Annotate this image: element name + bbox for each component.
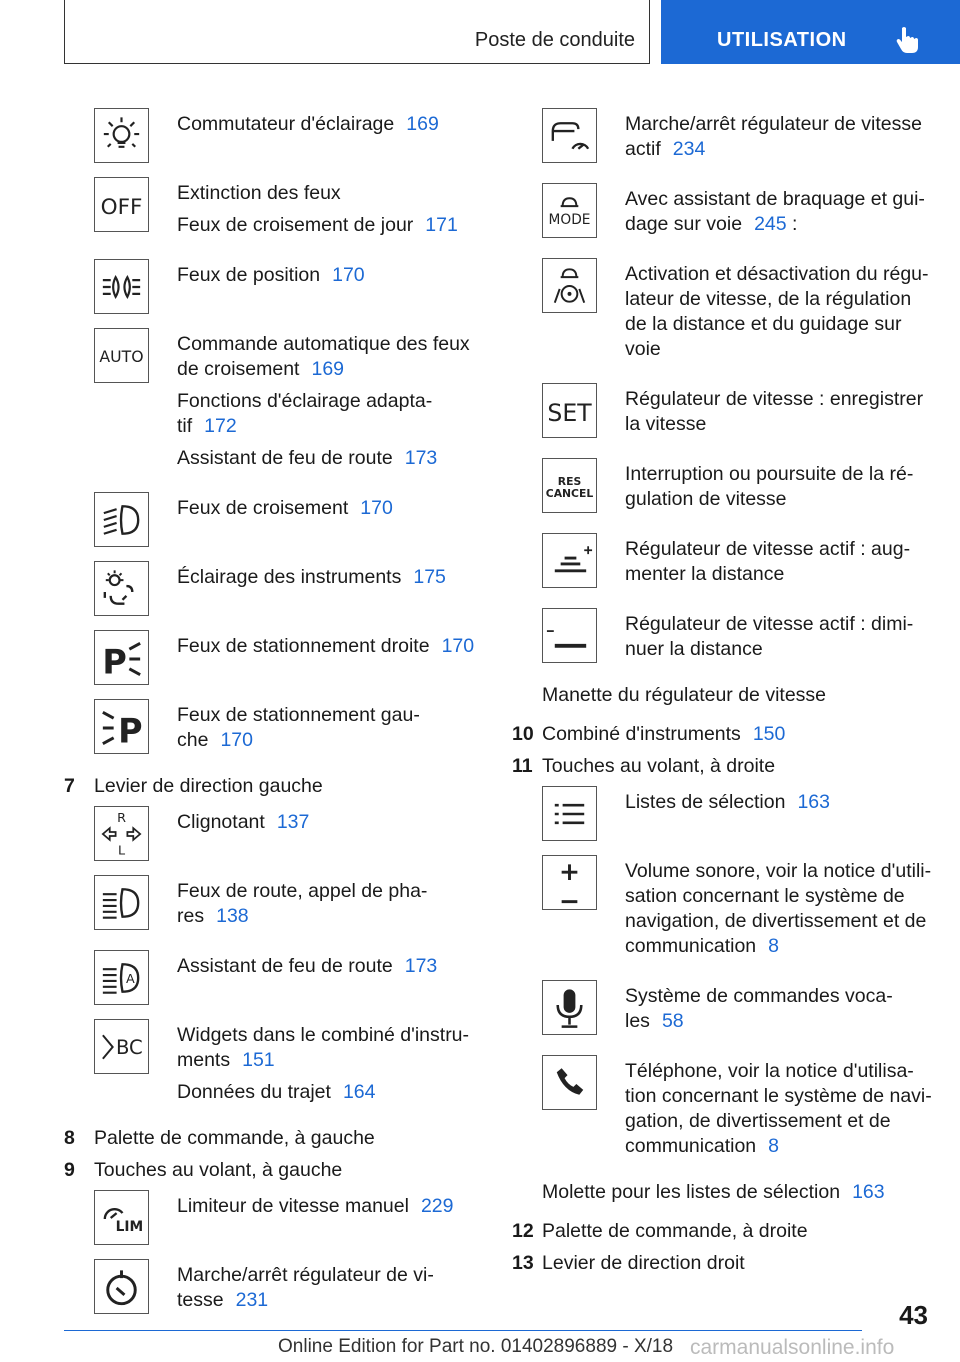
line-suffix: : [786,213,798,235]
page-ref-link[interactable]: 151 [242,1049,275,1071]
svg-text:P: P [102,642,127,682]
row-line [177,1194,484,1219]
distance-plus-icon [542,533,597,588]
icon-row [512,258,932,369]
row-line [177,810,484,835]
row-texts [177,259,484,314]
phone-icon [542,1055,597,1110]
svg-text:CANCEL: CANCEL [545,486,594,500]
page-ref-link[interactable]: 170 [360,497,393,519]
row-texts [177,492,484,547]
icon-row [64,177,484,245]
item-label-text: Palette de commande, à gauche [94,1127,375,1149]
volume-icon [542,855,597,910]
instrument-lighting-icon [94,561,149,616]
row-line [177,703,484,753]
page-ref-link[interactable]: 175 [413,566,446,588]
row-line [625,790,932,815]
row-line-text: Widgets dans le combiné d'instru-ments [177,1024,470,1071]
low-beam-icon [94,492,149,547]
row-line-text: Assistant de feu de route [177,955,393,977]
row-line [177,332,484,382]
row-line-text: Système de commandes voca-les [625,985,893,1032]
wheel-text-label: Molette pour les listes de sélection [542,1181,841,1203]
row-texts [625,383,932,444]
row-texts [625,183,932,244]
row-texts [177,177,484,245]
item-label [542,1219,808,1244]
page-ref-link[interactable]: 245 [754,213,787,235]
hand-pointer-icon [895,26,921,54]
row-line-text: Feux de stationnement droite [177,635,430,657]
row-texts [625,108,932,169]
svg-text:RES: RES [557,474,582,488]
row-line [177,389,484,439]
icon-row [64,630,484,685]
icon-row [512,533,932,594]
footer-rule [64,1330,862,1331]
row-texts [625,258,932,369]
page-ref-link[interactable]: 229 [420,1195,454,1217]
numbered-item [512,722,932,747]
page-ref-link[interactable]: 170 [220,729,253,751]
row-texts [625,608,932,669]
item-label [542,1251,745,1276]
item-number: 7 [64,775,75,797]
row-line-text: Volume sonore, voir la notice d'utili-sation concernant le système de navigation, de divertissement et de communication [625,860,932,957]
icon-row [64,1190,484,1245]
watermark: carmanualsonline.info [690,1336,895,1359]
page-ref-link[interactable]: 171 [425,214,458,236]
page-ref-link[interactable]: 234 [672,138,706,160]
page-ref-link[interactable]: 8 [768,1135,779,1157]
distance-minus-icon [542,608,597,663]
row-line [625,262,932,362]
row-line-text: Interruption ou poursuite de la ré-gulation de vitesse [625,463,914,510]
row-texts [177,1019,484,1112]
section-title: UTILISATION [717,29,847,51]
row-line-text: Feux de position [177,264,321,286]
row-texts [177,328,484,478]
row-line-text: Données du trajet [177,1081,331,1103]
row-texts [625,855,932,966]
page-ref-link[interactable]: 163 [852,1181,885,1203]
lever-text: Manette du régulateur de vitesse [542,684,827,706]
item-number: 13 [512,1252,534,1274]
item-label-text: Touches au volant, à gauche [94,1159,343,1181]
icon-row [64,259,484,314]
icon-row [512,458,932,519]
row-line [625,859,932,959]
item-label-text: Combiné d'instruments [542,723,741,745]
icon-row [64,875,484,936]
row-line [177,181,484,206]
row-line [177,565,484,590]
row-line-text: Fonctions d'éclairage adapta-tif [177,390,433,437]
chapter-title: Poste de conduite [474,29,635,51]
row-texts [177,699,484,760]
page-ref-link[interactable]: 172 [204,415,237,437]
item-label [94,1158,342,1183]
icon-row [512,183,932,244]
row-texts [625,458,932,519]
item-number: 8 [64,1127,75,1149]
row-line [177,263,484,288]
row-line-text: Extinction des feux [177,182,341,204]
item-label [542,722,785,747]
row-line [177,496,484,521]
row-line-text: Feux de route, appel de pha-res [177,880,428,927]
page-ref-link[interactable]: 138 [216,905,249,927]
row-line [625,112,932,162]
footer-text: Online Edition for Part no. 01402896889 - X/18 [278,1336,674,1357]
row-texts [625,786,932,841]
icon-row [512,786,932,841]
chapter-tab [64,0,650,64]
bc-icon [94,1019,149,1074]
row-line [625,387,932,437]
row-line-text: Avec assistant de braquage et gui-dage sur voie [625,188,925,235]
auto-icon [94,328,149,383]
icon-row [64,328,484,478]
row-line [177,954,484,979]
row-line [177,634,484,659]
page-ref-link[interactable]: 173 [404,447,438,469]
row-line [177,446,484,471]
svg-text:A: A [125,971,135,987]
svg-text:R: R [117,810,126,826]
cruise-onoff-icon [94,1259,149,1314]
microphone-icon [542,980,597,1035]
page-number: 43 [899,1300,928,1330]
svg-text:OFF: OFF [100,194,143,220]
row-line [625,187,932,237]
row-line-text: Commutateur d'éclairage [177,113,395,135]
list-icon [542,786,597,841]
row-line [625,462,932,512]
icon-row [512,383,932,444]
svg-text:L: L [117,843,126,859]
icon-row [64,806,484,861]
icon-row [64,1259,484,1320]
icon-row [512,855,932,966]
row-line-text: Marche/arrêt régulateur de vitesse actif [625,113,922,160]
row-line-text: Marche/arrêt régulateur de vi-tesse [177,1264,434,1311]
svg-text:BC: BC [115,1035,143,1059]
svg-text:MODE: MODE [548,211,591,228]
icon-row [512,1055,932,1166]
item-label-text: Levier de direction droit [542,1252,745,1274]
row-line-text: Assistant de feu de route [177,447,393,469]
svg-text:P: P [118,711,143,751]
row-line-text: Commande automatique des feux de croisement [177,333,470,380]
numbered-item [512,1251,932,1276]
row-line-text: Limiteur de vitesse manuel [177,1195,409,1217]
off-icon [94,177,149,232]
item-label-text: Levier de direction gauche [94,775,323,797]
numbered-item [512,1219,932,1244]
item-label-text: Touches au volant, à droite [542,755,776,777]
page-ref-link[interactable]: 137 [276,811,310,833]
svg-text:SET: SET [547,398,592,427]
row-texts [177,630,484,685]
page-ref-link[interactable]: 8 [768,935,779,957]
item-number: 12 [512,1220,534,1242]
icon-row [64,108,484,163]
row-texts [177,108,484,163]
row-line [177,879,484,929]
row-line-text: Téléphone, voir la notice d'utilisa-tion concernant le système de navi-gation, de divertissement et de communication [625,1060,932,1157]
wheel-text [542,1180,932,1205]
row-line [625,612,932,662]
row-texts [177,950,484,1005]
item-number: 9 [64,1159,75,1181]
left-column [64,108,484,1334]
row-line-text: Régulateur de vitesse actif : aug-menter la distance [625,538,911,585]
row-line [625,1059,932,1159]
row-line-text: Listes de sélection [625,791,786,813]
row-line-text: Éclairage des instruments [177,566,402,588]
row-texts [177,1259,484,1320]
page-ref-link[interactable]: 169 [406,113,439,135]
right-column [512,108,932,1283]
high-beam-assist-icon [94,950,149,1005]
item-label [542,754,775,779]
active-cruise-icon [542,108,597,163]
icon-row [64,950,484,1005]
parking-left-icon [94,699,149,754]
row-line-text: Clignotant [177,811,265,833]
svg-text:LIM: LIM [115,1218,144,1235]
icon-row [512,108,932,169]
row-texts [177,806,484,861]
row-line-text: Feux de stationnement gau-che [177,704,420,751]
item-number: 11 [512,755,533,777]
row-texts [625,533,932,594]
mode-icon [542,183,597,238]
page-ref-link[interactable]: 231 [235,1289,269,1311]
row-texts [177,1190,484,1245]
page-ref-link[interactable]: 150 [752,723,786,745]
item-label [94,774,323,799]
row-line [177,1080,484,1105]
icon-row [512,980,932,1041]
icon-row [64,699,484,760]
row-line [177,1023,484,1073]
numbered-item [64,774,484,799]
row-line [177,213,484,238]
icon-row [512,608,932,669]
row-line-text: Régulateur de vitesse : enregistrer la vitesse [625,388,924,435]
icon-row [64,561,484,616]
numbered-item [64,1126,484,1151]
page-header [0,0,960,66]
row-line-text: Feux de croisement de jour [177,214,414,236]
row-line-text: Feux de croisement [177,497,349,519]
row-line [177,1263,484,1313]
row-line-text: Activation et désactivation du régu-lateur de vitesse, de la régulation de la distance et du guidage sur voie [625,263,929,360]
row-texts [177,561,484,616]
numbered-item [512,754,932,779]
page-ref-link[interactable]: 58 [661,1010,684,1032]
icon-row [64,1019,484,1112]
page-ref-link[interactable]: 170 [332,264,365,286]
steering-assist-icon [542,258,597,313]
res-cancel-icon [542,458,597,513]
light-switch-icon [94,108,149,163]
row-texts [625,980,932,1041]
row-texts [625,1055,932,1166]
row-line [625,537,932,587]
page-ref-link[interactable]: 173 [404,955,438,977]
row-line [625,984,932,1034]
item-number: 10 [512,723,534,745]
icon-row [64,492,484,547]
speed-limiter-icon [94,1190,149,1245]
item-label [94,1126,375,1151]
parking-right-icon [94,630,149,685]
item-label-text: Palette de commande, à droite [542,1220,808,1242]
page-ref-link[interactable]: 163 [797,791,830,813]
section-tab [661,0,960,64]
set-icon [542,383,597,438]
parking-lights-icon [94,259,149,314]
turn-signal-icon [94,806,149,861]
row-line [177,112,484,137]
high-beam-icon [94,875,149,930]
row-texts [177,875,484,936]
page-ref-link[interactable]: 170 [441,635,475,657]
numbered-item [64,1158,484,1183]
row-line-text: Régulateur de vitesse actif : dimi-nuer la distance [625,613,914,660]
page-ref-link[interactable]: 164 [342,1081,376,1103]
page-ref-link[interactable]: 169 [311,358,345,380]
svg-text:AUTO: AUTO [99,346,144,366]
